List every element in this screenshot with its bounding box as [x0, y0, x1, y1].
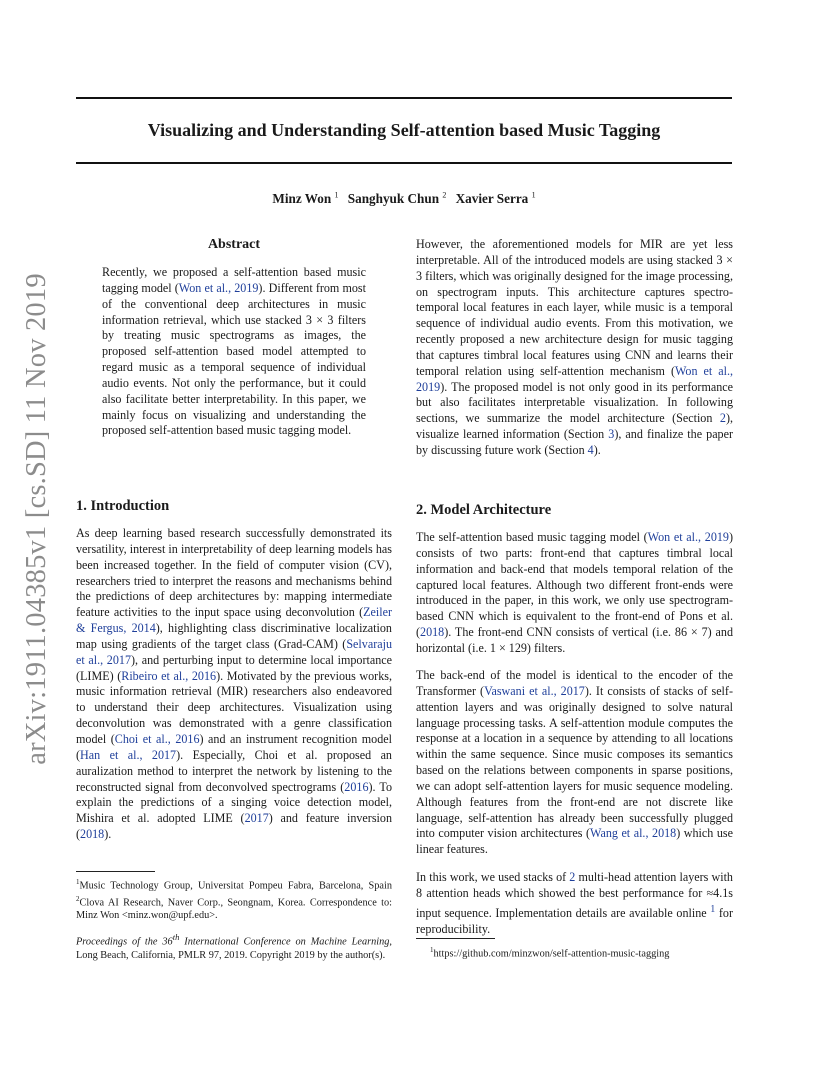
footnote-marker: 2	[76, 894, 80, 903]
arxiv-side-stamp	[17, 273, 57, 765]
section-link[interactable]: 4	[587, 442, 594, 457]
citation-link[interactable]: 2016	[344, 779, 369, 794]
body-text: ) and feature inversion (	[76, 811, 392, 842]
body-text: ) consists of two parts: front-end that captures timbral local information and back-end that models temporal relation of the captured local features. Although two different front-ends were introduced in the paper, in this work, we only use spectrogram-based CNN which is equivalent to the front-end of Pons et al. (	[416, 530, 733, 640]
footnote-text: Music Technology Group, Universitat Pompeu Fabra, Barcelona, Spain	[79, 880, 392, 892]
abstract-heading: Abstract	[207, 237, 261, 252]
citation-link[interactable]: Won et al., 2019	[178, 280, 259, 295]
citation-link[interactable]: 2018	[420, 625, 445, 640]
author-name: Xavier Serra	[455, 191, 529, 207]
body-text: ). Motivated by the previous works, music information retrieval (MIR) researchers also endeavored to understand their deep architectures. Visualization using deconvolution was demonstrated with a genre classification model (	[76, 668, 392, 746]
title-rule-top	[76, 97, 732, 99]
body-text: ), and finalize the paper by discussing future work (Section	[416, 427, 734, 457]
abstract-text: Recently, we proposed a self-attention based music tagging model (	[102, 265, 366, 295]
citation-link[interactable]: 2017	[244, 811, 269, 826]
citation-link[interactable]: 2018	[80, 827, 105, 842]
body-text: The self-attention based music tagging model (	[416, 530, 648, 544]
section-link[interactable]: 3	[608, 427, 615, 442]
body-text: As deep learning based research successfully demonstrated its versatility, interest in interpretability of deep learning models has been increased together. In the field of computer vision (CV), researchers tried to interpret the reasons and mechanisms behind the predictions of deep architectures by: mapping intermediate feature activities to the input space using deconvolution (	[76, 526, 392, 620]
body-text: ) which use linear features.	[416, 826, 733, 857]
model-paragraph-3	[416, 870, 733, 937]
footnote-marker: th	[172, 932, 180, 942]
section-heading-model-architecture: 2. Model Architecture	[416, 502, 552, 518]
author-affil: 2	[442, 191, 447, 200]
footnote-text: Proceedings of the 36	[76, 936, 173, 948]
citation-link[interactable]: Won et al., 2019	[416, 363, 734, 394]
footnote-marker: 1	[76, 878, 80, 886]
body-text: In this work, we used stacks of	[416, 870, 570, 884]
author-name: Sanghyuk Chun	[347, 191, 440, 207]
author-list	[76, 191, 732, 207]
author-affil: 1	[334, 191, 339, 200]
body-text: ).	[593, 442, 601, 457]
introduction-body	[76, 526, 392, 843]
citation-link[interactable]: Selvaraju et al., 2017	[76, 636, 392, 667]
body-text: ), and perturbing input to determine local importance (LIME) (	[76, 652, 392, 683]
model-paragraph-1	[416, 530, 733, 657]
author-1	[272, 191, 338, 206]
body-text: ). Especially, Choi et al. proposed an auralization method to interpret the network by listening to the reconstructed signal from deconvolved spectrograms (	[76, 747, 392, 794]
body-text: ).	[104, 827, 112, 842]
body-text: ) and an instrument recognition model (	[76, 731, 393, 762]
body-text: multi-head attention layers with 8 attention heads which showed the best performance for ≈4.1s input sequence. Implementation details are available online	[416, 870, 733, 920]
section-heading-introduction: 1. Introduction	[76, 498, 170, 514]
author-name: Minz Won	[272, 191, 332, 207]
model-paragraph-2	[416, 668, 733, 858]
body-text: However, the aforementioned models for MIR are yet less interpretable. All of the introduced models are using stacked 3 × 3 filters, which was originally designed for the image processing, on spectrogram inputs. This architecture captures spectro-temporal local features in each layer, while music is a temporal sequence of individual audio events. From this motivation, we recently proposed a new architecture design for music tagging that captures timbral local features using CNN and learns their temporal relation using self-attention mechanism (	[416, 237, 733, 378]
body-text: ), visualize learned information (Section	[416, 411, 733, 442]
repository-link[interactable]: https://github.com/minzwon/self-attention-music-tagging	[433, 948, 670, 960]
body-text: ). The front-end CNN consists of vertical (i.e. 86 × 7) and horizontal (i.e. 1 × 129) filters.	[416, 625, 733, 655]
abstract-body	[102, 265, 366, 439]
footnote-text: International Conference on Machine Learning	[179, 936, 390, 948]
affiliation-footnote	[76, 876, 392, 923]
author-2	[348, 191, 447, 206]
body-text: The back-end of the model is identical to the encoder of the Transformer (	[416, 668, 733, 698]
footnote-text: Clova AI Research, Naver Corp., Seongnam, Korea. Correspondence to: Minz Won <minz.won@upf.edu>.	[76, 897, 392, 922]
footnote-text: , Long Beach, California, PMLR 97, 2019. Copyright 2019 by the author(s).	[76, 936, 392, 961]
footnote-marker-link[interactable]: 1	[710, 903, 716, 915]
title-rule-bottom	[76, 162, 732, 164]
body-text: ). It consists of stacks of self-attention layers and was originally designed to solve natural language processing tasks. A self-attention module computes the response at a location in a sequence by attending to all locations within the same sequence. Since music composes its semantics based on the relations between components in sparse positions, we can adopt self-attention layers for music sequence modeling. Although features from the front-end are not discrete like language, self-attention has already been successfully plugged into computer vision architectures (	[416, 683, 733, 841]
author-affil: 1	[531, 191, 536, 200]
body-text: ). To explain the predictions of a singing voice detection model, Mishira et al. adopted LIME (	[76, 779, 392, 826]
proceedings-footnote	[76, 931, 392, 962]
citation-link[interactable]: Vaswani et al., 2017	[484, 683, 585, 698]
arxiv-id-text: arXiv:1911.04385v1 [cs.SD] 11 Nov 2019	[21, 273, 52, 765]
introduction-continued	[416, 237, 733, 459]
footnote-rule-right	[416, 938, 495, 939]
body-text: ), highlighting class discriminative localization map using gradients of the target class (Grad-CAM) (	[76, 621, 392, 651]
body-text: for reproducibility.	[416, 905, 733, 936]
citation-link[interactable]: Ribeiro et al., 2016	[121, 668, 217, 683]
abstract-text: ). Different from most of the conventional deep architectures in music information retrieval, which use stacked 3 × 3 filters by treating music spectrograms as images, the proposed self-attention based model attempted to regard music as a temporal sequence of individual audio events. Not only the performance, but it could also facilitate better interpretability. In this paper, we mainly focus on visualizing and understanding the proposed self-attention based music tagging model.	[102, 280, 366, 438]
paper-title: Visualizing and Understanding Self-attention based Music Tagging	[147, 120, 661, 140]
citation-link[interactable]: Won et al., 2019	[647, 530, 729, 544]
citation-link[interactable]: Han et al., 2017	[80, 747, 177, 762]
section-link[interactable]: 2	[719, 411, 726, 426]
citation-link[interactable]: Zeiler & Fergus, 2014	[76, 605, 392, 636]
author-3	[456, 191, 536, 206]
citation-link[interactable]: Wang et al., 2018	[590, 826, 677, 841]
url-footnote	[430, 944, 730, 961]
footnote-marker: 1	[430, 946, 434, 954]
citation-link[interactable]: Choi et al., 2016	[114, 731, 200, 746]
body-text: ). The proposed model is not only good in its performance but also facilitates interpretable visualization. In following sections, we summarize the model architecture (Section	[416, 379, 733, 426]
footnote-rule-left	[76, 871, 155, 872]
layer-count-link[interactable]: 2	[569, 870, 576, 884]
